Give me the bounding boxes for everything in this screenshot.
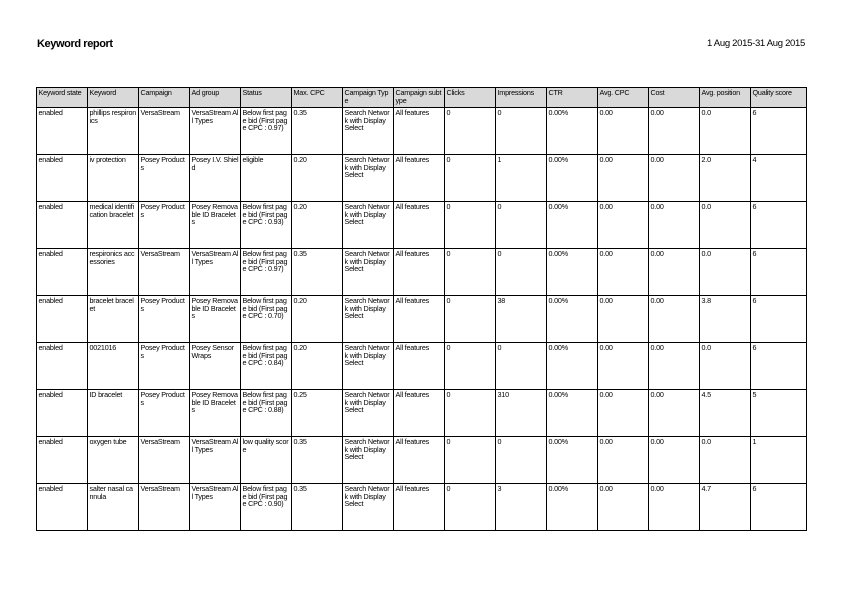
column-header: CTR — [547, 88, 598, 108]
table-cell: VersaStream All Types — [190, 437, 241, 484]
table-cell: enabled — [37, 484, 88, 531]
table-cell: 0.00% — [547, 484, 598, 531]
table-cell: enabled — [37, 343, 88, 390]
table-cell: 0.0 — [700, 202, 751, 249]
table-cell: 38 — [496, 296, 547, 343]
table-cell: 0.35 — [292, 437, 343, 484]
column-header: Avg. position — [700, 88, 751, 108]
table-cell: 0 — [496, 108, 547, 155]
table-cell: 6 — [751, 296, 807, 343]
table-cell: low quality score — [241, 437, 292, 484]
table-cell: 0 — [445, 390, 496, 437]
table-cell: salter nasal cannula — [88, 484, 139, 531]
table-cell: Posey Sensor Wraps — [190, 343, 241, 390]
table-cell: 0 — [445, 343, 496, 390]
table-cell: All features — [394, 249, 445, 296]
table-cell: 0.35 — [292, 484, 343, 531]
table-cell: Below first page bid (First page CPC : 0.93) — [241, 202, 292, 249]
table-cell: enabled — [37, 155, 88, 202]
table-cell: Posey I.V. Shield — [190, 155, 241, 202]
table-row — [37, 390, 807, 437]
table-cell: 0.00 — [649, 390, 700, 437]
table-cell: All features — [394, 390, 445, 437]
table-cell: 0 — [445, 155, 496, 202]
column-header: Campaign — [139, 88, 190, 108]
table-cell: iv protection — [88, 155, 139, 202]
table-cell: 0 — [445, 249, 496, 296]
table-cell: Posey Removable ID Bracelets — [190, 390, 241, 437]
column-header: Campaign Type — [343, 88, 394, 108]
table-cell: 0.0 — [700, 108, 751, 155]
table-cell: 0 — [445, 484, 496, 531]
table-row — [37, 108, 807, 155]
table-cell: 0.00 — [598, 296, 649, 343]
table-cell: enabled — [37, 108, 88, 155]
table-cell: medical identification bracelet — [88, 202, 139, 249]
table-cell: VersaStream All Types — [190, 484, 241, 531]
table-cell: 0.20 — [292, 296, 343, 343]
table-cell: 0.00 — [649, 343, 700, 390]
table-cell: VersaStream — [139, 437, 190, 484]
table-cell: 0.0 — [700, 249, 751, 296]
column-header: Campaign subtype — [394, 88, 445, 108]
table-cell: All features — [394, 202, 445, 249]
table-cell: 1 — [496, 155, 547, 202]
table-cell: 0.00 — [598, 249, 649, 296]
table-cell: 0.00 — [598, 390, 649, 437]
table-cell: 0.35 — [292, 108, 343, 155]
column-header: Impressions — [496, 88, 547, 108]
table-cell: 0.0 — [700, 437, 751, 484]
table-cell: 0.00 — [598, 343, 649, 390]
table-cell: 0.00% — [547, 108, 598, 155]
table-cell: enabled — [37, 437, 88, 484]
table-cell: All features — [394, 437, 445, 484]
table-cell: Below first page bid (First page CPC : 0.90) — [241, 484, 292, 531]
table-cell: 4.5 — [700, 390, 751, 437]
table-cell: ID bracelet — [88, 390, 139, 437]
table-cell: 3.8 — [700, 296, 751, 343]
table-cell: Posey Products — [139, 296, 190, 343]
column-header: Max. CPC — [292, 88, 343, 108]
table-cell: 0 — [496, 343, 547, 390]
table-cell: 0.00 — [598, 437, 649, 484]
table-cell: 0.20 — [292, 155, 343, 202]
table-cell: 1 — [751, 437, 807, 484]
table-row — [37, 296, 807, 343]
table-cell: 0.00 — [598, 108, 649, 155]
table-cell: enabled — [37, 390, 88, 437]
table-row — [37, 484, 807, 531]
table-cell: 310 — [496, 390, 547, 437]
table-cell: 6 — [751, 249, 807, 296]
table-cell: 0.00 — [649, 108, 700, 155]
table-cell: 0.00% — [547, 390, 598, 437]
table-cell: 6 — [751, 108, 807, 155]
table-cell: Search Network with Display Select — [343, 296, 394, 343]
table-cell: VersaStream All Types — [190, 249, 241, 296]
table-cell: 2.0 — [700, 155, 751, 202]
table-cell: Search Network with Display Select — [343, 343, 394, 390]
table-cell: All features — [394, 108, 445, 155]
table-cell: enabled — [37, 296, 88, 343]
table-cell: Search Network with Display Select — [343, 484, 394, 531]
table-cell: 0.35 — [292, 249, 343, 296]
table-cell: 0 — [445, 437, 496, 484]
table-cell: All features — [394, 296, 445, 343]
table-cell: Search Network with Display Select — [343, 108, 394, 155]
table-cell: Posey Products — [139, 343, 190, 390]
table-cell: 0.00 — [649, 296, 700, 343]
column-header: Keyword state — [37, 88, 88, 108]
table-cell: Below first page bid (First page CPC : 0.97) — [241, 108, 292, 155]
table-cell: Search Network with Display Select — [343, 202, 394, 249]
column-header: Avg. CPC — [598, 88, 649, 108]
table-cell: All features — [394, 155, 445, 202]
column-header: Clicks — [445, 88, 496, 108]
table-cell: 0 — [496, 437, 547, 484]
table-cell: Below first page bid (First page CPC : 0.88) — [241, 390, 292, 437]
table-row — [37, 343, 807, 390]
table-cell: All features — [394, 484, 445, 531]
table-cell: VersaStream All Types — [190, 108, 241, 155]
column-header: Keyword — [88, 88, 139, 108]
table-cell: eligible — [241, 155, 292, 202]
table-row — [37, 437, 807, 484]
table-cell: 0 — [445, 108, 496, 155]
table-cell: 0.00% — [547, 437, 598, 484]
table-cell: VersaStream — [139, 249, 190, 296]
table-cell: bracelet bracelet — [88, 296, 139, 343]
table-cell: Below first page bid (First page CPC : 0.70) — [241, 296, 292, 343]
table-cell: enabled — [37, 202, 88, 249]
table-cell: 0.00% — [547, 155, 598, 202]
table-cell: 4.7 — [700, 484, 751, 531]
table-cell: 0.00 — [649, 484, 700, 531]
column-header: Cost — [649, 88, 700, 108]
table-cell: 0.20 — [292, 343, 343, 390]
table-cell: Search Network with Display Select — [343, 249, 394, 296]
table-cell: VersaStream — [139, 484, 190, 531]
table-cell: VersaStream — [139, 108, 190, 155]
table-header-row — [37, 88, 807, 108]
table-cell: 0 — [496, 202, 547, 249]
table-cell: Posey Products — [139, 390, 190, 437]
column-header: Ad group — [190, 88, 241, 108]
table-cell: 0.00 — [649, 249, 700, 296]
column-header: Quality score — [751, 88, 807, 108]
table-cell: Below first page bid (First page CPC : 0.97) — [241, 249, 292, 296]
table-cell: 0.0 — [700, 343, 751, 390]
table-cell: 0.00 — [598, 202, 649, 249]
column-header: Status — [241, 88, 292, 108]
table-cell: 0.25 — [292, 390, 343, 437]
table-cell: 0.00 — [649, 437, 700, 484]
table-cell: Search Network with Display Select — [343, 390, 394, 437]
table-cell: 0.00 — [598, 484, 649, 531]
table-cell: 6 — [751, 484, 807, 531]
table-cell: Posey Removable ID Bracelets — [190, 296, 241, 343]
table-cell: phillips respironics — [88, 108, 139, 155]
table-cell: 5 — [751, 390, 807, 437]
table-cell: Search Network with Display Select — [343, 155, 394, 202]
table-cell: Posey Products — [139, 155, 190, 202]
table-cell: 0.20 — [292, 202, 343, 249]
table-cell: All features — [394, 343, 445, 390]
table-row — [37, 249, 807, 296]
table-row — [37, 155, 807, 202]
table-cell: 3 — [496, 484, 547, 531]
table-cell: 0.00 — [649, 155, 700, 202]
table-cell: Below first page bid (First page CPC : 0.84) — [241, 343, 292, 390]
table-cell: Posey Removable ID Bracelets — [190, 202, 241, 249]
table-cell: enabled — [37, 249, 88, 296]
table-cell: Posey Products — [139, 202, 190, 249]
keyword-table — [36, 87, 807, 531]
date-range: 1 Aug 2015-31 Aug 2015 — [707, 38, 805, 49]
table-cell: oxygen tube — [88, 437, 139, 484]
table-cell: 0021016 — [88, 343, 139, 390]
table-cell: 6 — [751, 343, 807, 390]
table-cell: 4 — [751, 155, 807, 202]
table-cell: 0 — [445, 202, 496, 249]
table-cell: 6 — [751, 202, 807, 249]
table-cell: 0.00% — [547, 296, 598, 343]
table-cell: 0.00 — [649, 202, 700, 249]
table-cell: 0.00 — [598, 155, 649, 202]
table-cell: 0 — [496, 249, 547, 296]
table-cell: 0.00% — [547, 343, 598, 390]
report-title: Keyword report — [37, 38, 113, 50]
table-cell: 0.00% — [547, 249, 598, 296]
table-cell: respironics accessories — [88, 249, 139, 296]
table-cell: Search Network with Display Select — [343, 437, 394, 484]
table-cell: 0 — [445, 296, 496, 343]
table-row — [37, 202, 807, 249]
table-cell: 0.00% — [547, 202, 598, 249]
